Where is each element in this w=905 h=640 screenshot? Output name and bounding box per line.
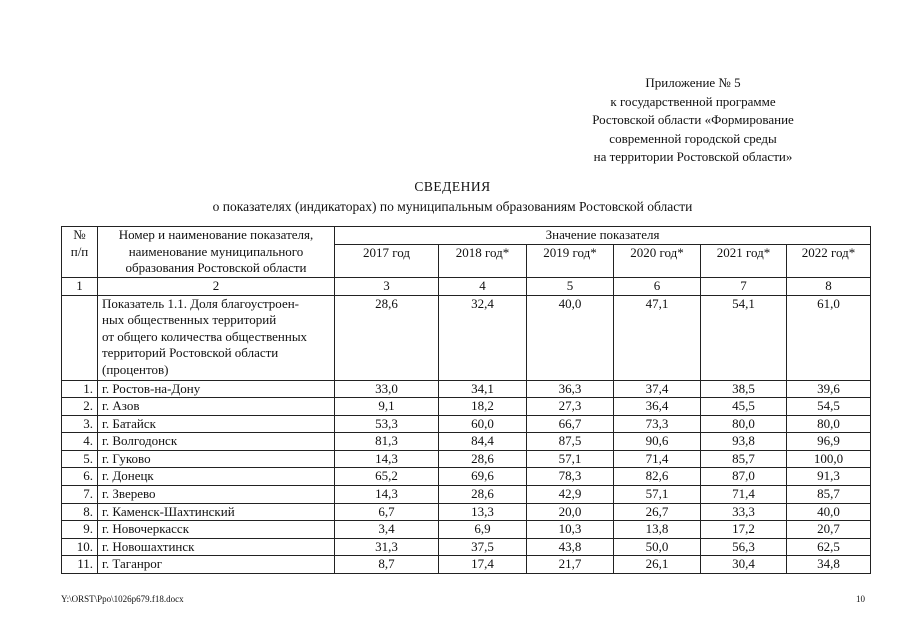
- table-row: [62, 450, 871, 468]
- value-cell: 54,5: [787, 398, 871, 416]
- value-cell: 6,7: [335, 503, 439, 521]
- indicator-value: 54,1: [701, 295, 787, 380]
- municipality-name: г. Донецк: [98, 468, 335, 486]
- table-row: [62, 486, 871, 504]
- year-header: 2019 год*: [527, 245, 614, 278]
- appendix-line: Приложение № 5: [645, 75, 741, 90]
- column-index: 2: [98, 278, 335, 296]
- value-cell: 42,9: [527, 486, 614, 504]
- value-cell: 20,0: [527, 503, 614, 521]
- municipality-name: г. Новочеркасск: [98, 521, 335, 539]
- appendix-block: [533, 74, 853, 167]
- table-row: [62, 415, 871, 433]
- value-cell: 13,8: [614, 521, 701, 539]
- value-header: Значение показателя: [335, 227, 871, 245]
- value-cell: 3,4: [335, 521, 439, 539]
- column-index: 4: [439, 278, 527, 296]
- value-cell: 18,2: [439, 398, 527, 416]
- row-number: 3.: [62, 415, 98, 433]
- value-cell: 31,3: [335, 538, 439, 556]
- table-row: [62, 433, 871, 451]
- value-cell: 9,1: [335, 398, 439, 416]
- value-cell: 85,7: [787, 486, 871, 504]
- row-number: 9.: [62, 521, 98, 539]
- municipality-rows: [62, 380, 871, 574]
- value-cell: 20,7: [787, 521, 871, 539]
- row-number: 1.: [62, 380, 98, 398]
- value-cell: 60,0: [439, 415, 527, 433]
- column-index: 5: [527, 278, 614, 296]
- value-cell: 37,4: [614, 380, 701, 398]
- year-header: 2022 год*: [787, 245, 871, 278]
- table-row: [62, 468, 871, 486]
- value-cell: 87,5: [527, 433, 614, 451]
- table-row: [62, 521, 871, 539]
- value-cell: 87,0: [701, 468, 787, 486]
- value-cell: 39,6: [787, 380, 871, 398]
- appendix-line: современной городской среды: [609, 130, 777, 146]
- column-index-row: [62, 278, 871, 296]
- value-cell: 85,7: [701, 450, 787, 468]
- value-cell: 8,7: [335, 556, 439, 574]
- value-cell: 84,4: [439, 433, 527, 451]
- indicator-row: [62, 295, 871, 380]
- value-cell: 71,4: [614, 450, 701, 468]
- value-cell: 65,2: [335, 468, 439, 486]
- municipality-name: г. Волгодонск: [98, 433, 335, 451]
- appendix-line: Ростовской области «Формирование: [592, 112, 794, 127]
- appendix-line: на территории Ростовской области»: [593, 149, 793, 164]
- value-cell: 78,3: [527, 468, 614, 486]
- value-cell: 93,8: [701, 433, 787, 451]
- value-cell: 45,5: [701, 398, 787, 416]
- appendix-line: к государственной программе: [610, 93, 776, 109]
- row-number: 6.: [62, 468, 98, 486]
- value-cell: 14,3: [335, 450, 439, 468]
- value-cell: 34,8: [787, 556, 871, 574]
- row-number: 7.: [62, 486, 98, 504]
- value-cell: 34,1: [439, 380, 527, 398]
- year-header: 2017 год: [335, 245, 439, 278]
- value-cell: 100,0: [787, 450, 871, 468]
- year-header: 2018 год*: [439, 245, 527, 278]
- value-cell: 26,7: [614, 503, 701, 521]
- value-cell: 36,3: [527, 380, 614, 398]
- row-number: 2.: [62, 398, 98, 416]
- column-index: 8: [787, 278, 871, 296]
- value-cell: 38,5: [701, 380, 787, 398]
- indicators-table: [61, 226, 871, 574]
- column-index: 3: [335, 278, 439, 296]
- municipality-name: г. Батайск: [98, 415, 335, 433]
- municipality-name: г. Каменск-Шахтинский: [98, 503, 335, 521]
- value-cell: 73,3: [614, 415, 701, 433]
- table-row: [62, 538, 871, 556]
- value-cell: 96,9: [787, 433, 871, 451]
- municipality-name: г. Гуково: [98, 450, 335, 468]
- year-header: 2020 год*: [614, 245, 701, 278]
- page-number: 10: [856, 594, 865, 604]
- document-title: СВЕДЕНИЯ: [414, 179, 491, 194]
- municipality-name: г. Ростов-на-Дону: [98, 380, 335, 398]
- value-cell: 40,0: [787, 503, 871, 521]
- value-cell: 62,5: [787, 538, 871, 556]
- row-number: 11.: [62, 556, 98, 574]
- row-number: 8.: [62, 503, 98, 521]
- value-cell: 17,2: [701, 521, 787, 539]
- value-cell: 28,6: [439, 450, 527, 468]
- row-number: 5.: [62, 450, 98, 468]
- value-cell: 57,1: [527, 450, 614, 468]
- value-cell: 56,3: [701, 538, 787, 556]
- value-cell: 17,4: [439, 556, 527, 574]
- table-row: [62, 503, 871, 521]
- value-cell: 13,3: [439, 503, 527, 521]
- value-cell: 6,9: [439, 521, 527, 539]
- column-index: 1: [62, 278, 98, 296]
- value-cell: 37,5: [439, 538, 527, 556]
- value-cell: 50,0: [614, 538, 701, 556]
- value-cell: 80,0: [701, 415, 787, 433]
- indicator-value: 47,1: [614, 295, 701, 380]
- row-number: 10.: [62, 538, 98, 556]
- document-subtitle: о показателях (индикаторах) по муниципальным образованиям Ростовской области: [212, 199, 693, 214]
- indicator-num: [62, 295, 98, 380]
- table-row: [62, 380, 871, 398]
- value-cell: 80,0: [787, 415, 871, 433]
- value-cell: 71,4: [701, 486, 787, 504]
- value-cell: 43,8: [527, 538, 614, 556]
- value-cell: 90,6: [614, 433, 701, 451]
- value-cell: 36,4: [614, 398, 701, 416]
- document-heading: [0, 177, 905, 217]
- indicator-value: 32,4: [439, 295, 527, 380]
- file-path: Y:\ORST\Ppo\1026p679.f18.docx: [61, 594, 184, 604]
- value-cell: 14,3: [335, 486, 439, 504]
- value-cell: 82,6: [614, 468, 701, 486]
- value-cell: 33,0: [335, 380, 439, 398]
- value-cell: 66,7: [527, 415, 614, 433]
- value-cell: 33,3: [701, 503, 787, 521]
- value-cell: 91,3: [787, 468, 871, 486]
- value-cell: 30,4: [701, 556, 787, 574]
- value-cell: 28,6: [439, 486, 527, 504]
- col-num-header: № п/п: [62, 227, 98, 278]
- value-cell: 69,6: [439, 468, 527, 486]
- indicator-value: 61,0: [787, 295, 871, 380]
- value-cell: 10,3: [527, 521, 614, 539]
- value-cell: 53,3: [335, 415, 439, 433]
- value-cell: 21,7: [527, 556, 614, 574]
- row-number: 4.: [62, 433, 98, 451]
- year-header: 2021 год*: [701, 245, 787, 278]
- value-cell: 26,1: [614, 556, 701, 574]
- indicator-name: Показатель 1.1. Доля благоустроен- ных общественных территорий от общего количества общественных территорий Ростовской области (процентов): [98, 295, 335, 380]
- column-index: 6: [614, 278, 701, 296]
- value-cell: 81,3: [335, 433, 439, 451]
- indicator-value: 40,0: [527, 295, 614, 380]
- value-cell: 57,1: [614, 486, 701, 504]
- municipality-name: г. Зверево: [98, 486, 335, 504]
- municipality-name: г. Азов: [98, 398, 335, 416]
- municipality-name: г. Новошахтинск: [98, 538, 335, 556]
- table-header-row: [62, 227, 871, 245]
- municipality-name: г. Таганрог: [98, 556, 335, 574]
- table-row: [62, 398, 871, 416]
- col-name-header: Номер и наименование показателя, наименование муниципального образования Ростовской области: [98, 227, 335, 278]
- column-index: 7: [701, 278, 787, 296]
- value-cell: 27,3: [527, 398, 614, 416]
- indicator-value: 28,6: [335, 295, 439, 380]
- table-row: [62, 556, 871, 574]
